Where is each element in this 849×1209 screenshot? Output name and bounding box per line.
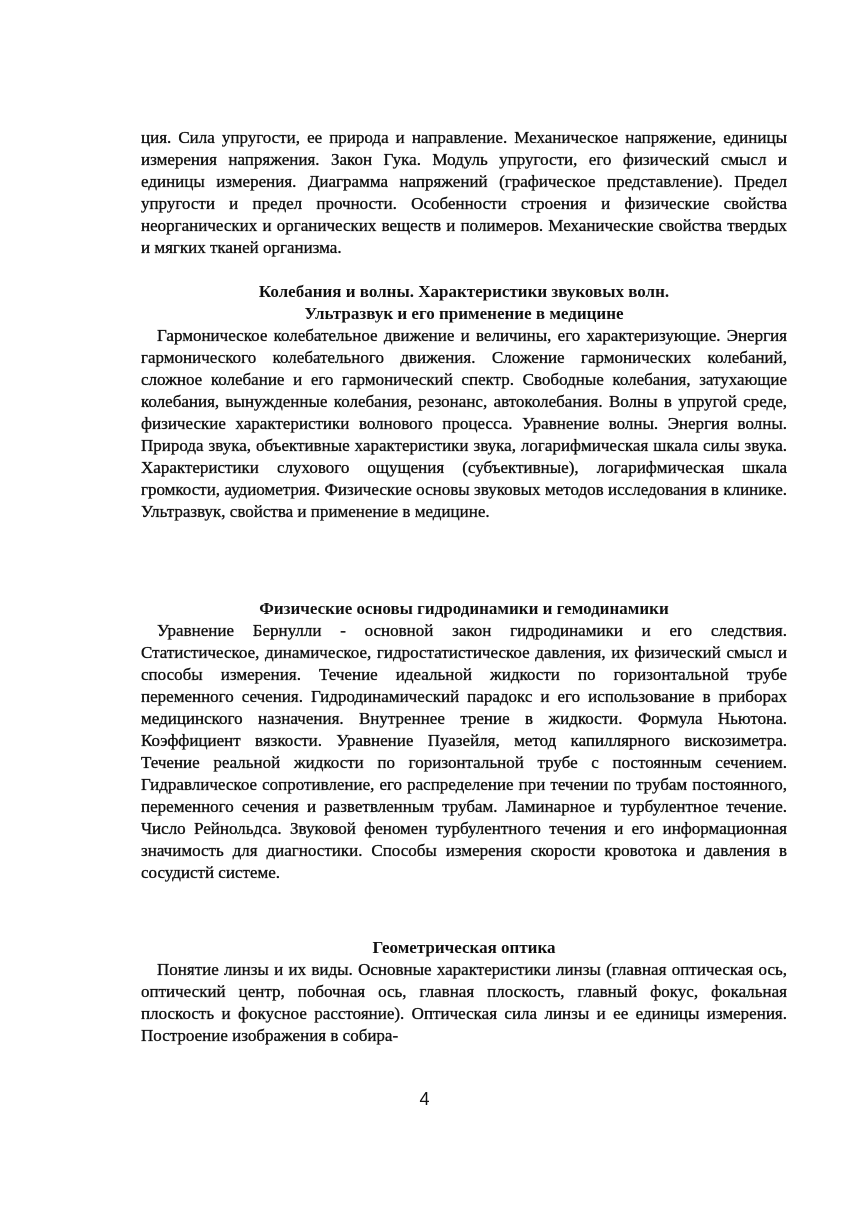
section-body-hydrodynamics: Уравнение Бернулли - основной закон гидродинамики и его следствия. Статистическое, динамическое, гидростатистическое давления, их физический смысл и способы измерения. Течение идеальной жидкости по горизонтальной трубе переменного сечения. Гидродинамический парадокс и его использование в приборах медицинского назначения. Внутреннее трение в жидкости. Формула Ньютона. Коэффициент вязкости. Уравнение Пуазейля, метод капиллярного вискозиметра. Течение реальной жидкости по горизонтальной трубе с постоянным сечением. Гидравлическое сопротивление, его распределение при течении по трубам постоянного, переменного сечения и разветвленным трубам. Ламинарное и турбулентное течение. Число Рейнольдса. Звуковой феномен турбулентного течения и его информационная значимость для диагностики. Способы измерения скорости кровотока и давления в сосудистй системе. [141,621,787,882]
section-heading-line: Ультразвук и его применение в медицине [304,304,624,323]
section-heading-line: Физические основы гидродинамики и гемодинамики [259,599,669,618]
section-heading-oscillations [141,281,787,325]
intro-paragraph: ция. Сила упругости, ее природа и направление. Механическое напряжение, единицы измерения напряжения. Закон Гука. Модуль упругости, его физический смысл и единицы измерения. Диаграмма напряжений (графическое представление). Предел упругости и предел прочности. Особенности строения и физические свойства неорганических и органических веществ и полимеров. Механические свойства твердых и мягких тканей организма. [141,128,787,257]
page-number: 4 [419,1089,430,1109]
section-body-oscillations: Гармоническое колебательное движение и величины, его характеризующие. Энергия гармонического колебательного движения. Сложение гармонических колебаний, сложное колебание и его гармонический спектр. Свободные колебания, затухающие колебания, вынужденные колебания, резонанс, автоколебания. Волны в упругой среде, физические характеристики волнового процесса. Уравнение волны. Энергия волны. Природа звука, объективные характеристики звука, логарифмическая шкала силы звука. Характеристики слухового ощущения (субъективные), логарифмическая шкала громкости, аудиометрия. Физические основы звуковых методов исследования в клинике. Ультразвук, свойства и применение в медицине. [141,326,787,521]
section-body-optics: Понятие линзы и их виды. Основные характеристики линзы (главная оптическая ось, оптический центр, побочная ось, главная плоскость, главный фокус, фокальная плоскость и фокусное расстояние). Оптическая сила линзы и ее единицы измерения. Построение изображения в собира- [141,960,787,1045]
section-heading-line: Колебания и волны. Характеристики звуковых волн. [258,282,670,301]
section-heading-hydrodynamics [141,598,787,620]
section-heading-optics [141,937,787,959]
section-heading-line: Геометрическая оптика [372,938,556,957]
